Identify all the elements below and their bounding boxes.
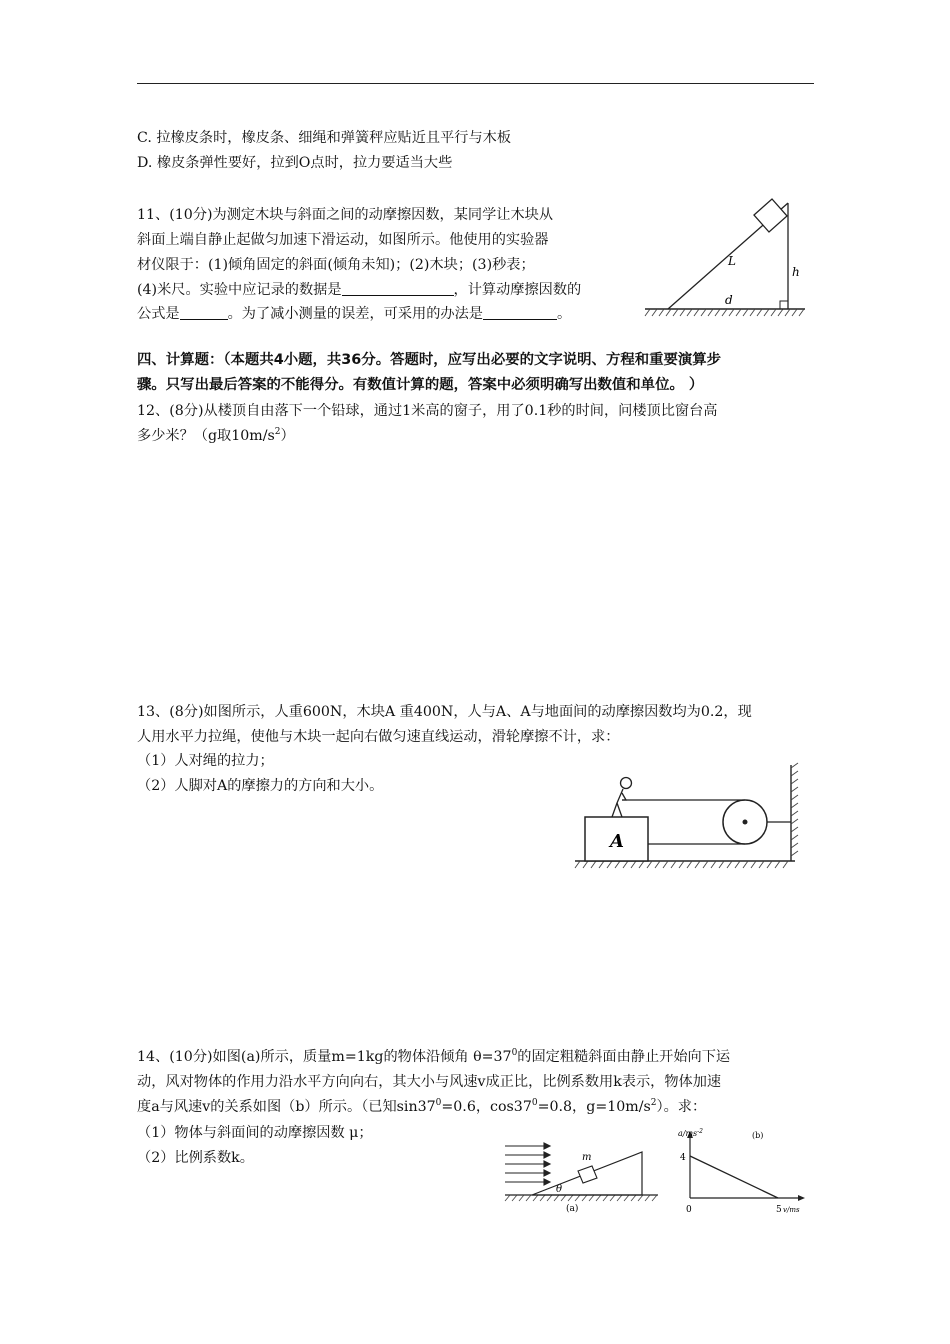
q14-exponent: 2 [650,1098,657,1108]
q14-line-3-b: =0.6，cos37 [441,1099,532,1115]
figure-a-label-theta: θ [556,1184,563,1195]
q14-degree-2: 0 [435,1098,442,1108]
q13-item-1: （1）人对绳的拉力； [137,753,274,769]
incline-figure [640,185,810,325]
q14-line-1 [137,1047,730,1067]
q12-line-2-text: 多少米？（g取10m/s [137,428,275,444]
q14-degree-1: 0 [511,1048,518,1058]
q11-blank-data[interactable] [342,281,454,296]
q14-item-2: （2）比例系数k。 [137,1150,254,1166]
figure-a-wind-incline [500,1140,665,1215]
header-rule [137,83,814,84]
section-4-header-line-2: 骤。只写出最后答案的不能得分。有数值计算的题，答案中必须明确写出数值和单位。 ） [137,377,704,393]
q12-line-2 [137,426,295,446]
graph-y-tick: 4 [680,1153,686,1163]
label-L: L [728,254,736,268]
q11-line-2: 斜面上端自静止起做匀加速下滑运动，如图所示。他使用的实验器 [137,232,549,248]
q11-line-5-end: 。 [556,306,572,322]
person-figure [612,778,632,818]
figure-b-graph [672,1126,812,1218]
q14-line-3-c: =0.8，g=10m/s [537,1099,651,1115]
section-4-header-line-1: 四、计算题：（本题共4小题，共36分。答题时，应写出必要的文字说明、方程和重要演算步 [137,352,722,368]
right-angle-mark [780,301,788,309]
q11-blank-method[interactable] [483,305,557,320]
q11-line-4-tail: ，计算动摩擦因数的 [453,282,582,298]
label-d: d [725,293,733,307]
q13-line-2: 人用水平力拉绳，使他与木块一起向右做匀速直线运动，滑轮摩擦不计，求： [137,729,620,745]
q14-line-3-a: 度a与风速v的关系如图（b）所示。（已知sin37 [137,1099,436,1115]
q11-line-4-text: (4)米尺。实验中应记录的数据是 [137,282,342,298]
graph-x-arrow [798,1195,805,1201]
q11-line-5-text: 公式是 [137,306,180,322]
graph-data-line [690,1156,778,1198]
q11-line-5 [137,304,571,324]
q11-line-4 [137,280,581,300]
wall-hatch [791,763,798,856]
graph-caption: (b) [752,1131,764,1140]
option-c: C. 拉橡皮条时，橡皮条、细绳和弹簧秤应贴近且平行与木板 [137,130,512,146]
q13-item-2: （2）人脚对A的摩擦力的方向和大小。 [137,778,384,794]
figure-a-block [578,1166,597,1183]
wooden-block [754,199,787,232]
q14-line-2: 动，风对物体的作用力沿水平方向向右，其大小与风速v成正比，比例系数用k表示，物体加速 [137,1074,722,1090]
figure-a-caption: (a) [566,1204,579,1214]
q13-line-1: 13、(8分)如图所示，人重600N，木块A 重400N，人与A、A与地面间的动摩擦因数均为0.2，现 [137,704,752,720]
pulley-hub [743,820,748,825]
q11-blank-formula[interactable] [180,305,228,320]
q14-line-1-text: 14、(10分)如图(a)所示，质量m=1kg的物体沿倾角 θ=37 [137,1049,512,1065]
q14-line-3 [137,1097,706,1117]
figure-a-ground-hatch [505,1195,657,1201]
pulley-ground-hatch [575,861,788,868]
q12-exponent: 2 [274,427,281,437]
graph-origin: 0 [686,1205,692,1215]
graph-x-axis-label: v/ms [783,1206,800,1214]
incline-ground-hatch [645,309,804,316]
block-a-label: A [610,831,624,852]
q12-line-1: 12、(8分)从楼顶自由落下一个铅球，通过1米高的窗子，用了0.1秒的时间，问楼顶比窗台高 [137,403,718,419]
q11-line-3: 材仪限于：(1)倾角固定的斜面(倾角未知)；(2)木块；(3)秒表； [137,257,535,273]
q14-line-1-tail: 的固定粗糙斜面由静止开始向下运 [517,1049,731,1065]
q14-line-3-d: ）。求： [656,1099,707,1115]
pulley-figure [570,760,810,880]
figure-a-label-m: m [582,1152,592,1163]
label-h: h [792,265,800,279]
q12-line-2-end: ） [280,428,295,444]
wind-arrows [505,1143,550,1185]
q14-item-1: （1）物体与斜面间的动摩擦因数 μ； [137,1125,373,1141]
q11-line-5-mid: 。为了减小测量的误差，可采用的办法是 [227,306,483,322]
q14-degree-3: 0 [531,1098,538,1108]
option-d: D. 橡皮条弹性要好，拉到O点时，拉力要适当大些 [137,155,453,171]
graph-y-axis-label: $a/ms^{-2}$ [678,1128,704,1138]
graph-x-tick: 5 [776,1205,782,1215]
q11-line-1: 11、(10分)为测定木块与斜面之间的动摩擦因数，某同学让木块从 [137,207,554,223]
